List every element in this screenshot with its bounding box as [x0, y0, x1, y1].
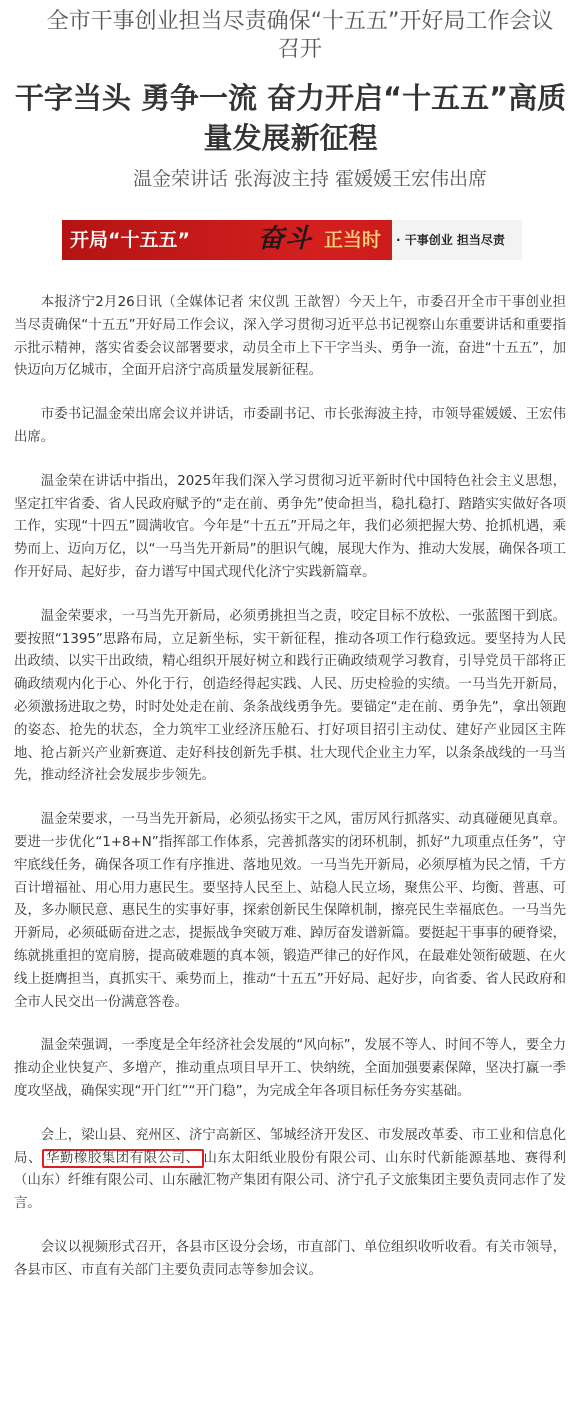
paragraph: [14, 1125, 566, 1216]
highlighted-company: 华勤橡胶集团有限公司、: [42, 1149, 204, 1168]
banner-slogan-left: 开局“十五五”: [70, 229, 190, 251]
pre-title: 全市干事创业担当尽责确保“十五五”开好局工作会议召开: [46, 9, 554, 62]
subheadline: 温金荣讲话 张海波主持 霍媛媛王宏伟出席: [132, 168, 488, 190]
headline: 干字当头 勇争一流 奋力开启“十五五”高质量发展新征程: [14, 81, 567, 155]
paragraph: 温金荣在讲话中指出，2025年我们深入学习贯彻习近平新时代中国特色社会主义思想，坚定扛牢省委、省人民政府赋予的“走在前、勇争先”使命担当，稳扎稳打、踏踏实实做好各项工作，实现“十四五”圆满收官。今年是“十五五”开局之年，我们必须把握大势、抢抓机遇，乘势而上、迈向万亿，以“一马当先开新局”的胆识气魄，展现大作为、推动大发展，确保各项工作开好局、起好步，奋力谱写中国式现代化济宁实践新篇章。: [14, 473, 566, 580]
paragraph: 温金荣要求，一马当先开新局，必须弘扬实干之风，雷厉风行抓落实、动真碰硬见真章。要进一步优化“1+8+N”指挥部工作体系，完善抓落实的闭环机制，抓好“九项重点任务”，守牢底线任务，确保各项工作有序推进、落地见效。一马当先开新局，必须厚植为民之情，千方百计增福祉、用心用力惠民生。要坚持人民至上、站稳人民立场，聚焦公平、均衡、普惠、可及，多办顺民意、惠民生的实事好事，探索创新民生保障机制，擦亮民生幸福底色。一马当先开新局，必须砥砺奋进之志，提振战争突破万难、踔厉奋发谱新篇。要挺起干事事的硬脊梁，练就挑重担的宽肩膀，提高破难题的真本领，锻造严律己的好作风，在最难处领衔破题、在火线上挺膺担当，真抓实干、乘势而上，推动“十五五”开好局、起好步，向省委、省人民政府和全市人民交出一份满意答卷。: [14, 812, 566, 1010]
paragraph-text: 会上，梁山县、兖州区、济宁高新区、邹城经济开发区、市发展改革委、市工业和信息化局、: [14, 1127, 566, 1166]
paragraph-text: 山东太阳纸业股份有限公司、山东时代新能源基地、赛得利（山东）纤维有限公司、山东融汇物产集团有限公司、济宁孔子文旅集团主要负责同志作了发言。: [14, 1150, 567, 1212]
banner-calligraphy: 奋斗: [258, 224, 313, 254]
paragraph: 会议以视频形式召开，各县市区设分会场，市直部门、单位组织收听收看。有关市领导，各县市区、市直有关部门主要负责同志等参加会议。: [14, 1239, 566, 1278]
paragraph: 市委书记温金荣出席会议并讲话，市委副书记、市长张海波主持，市领导霍媛媛、王宏伟出席。: [14, 407, 566, 445]
campaign-banner: [62, 220, 522, 260]
paragraph: 温金荣强调，一季度是全年经济社会发展的“风向标”，发展不等人、时间不等人，要全力推动企业快复产、多增产，推动重点项目早开工、快纳统，全面加强要素保障，坚决打赢一季度攻坚战，确保实现“开门红”“开门稳”，为完成全年各项目标任务夯实基础。: [14, 1038, 566, 1099]
article-body: [14, 292, 566, 1303]
paragraph: 本报济宁2月26日讯（全媒体记者 宋仪凯 王歆智）今天上午，市委召开全市干事创业担当尽责确保“十五五”开好局工作会议，深入学习贯彻习近平总书记视察山东重要讲话和重要指示批示精神，落实省委会议部署要求，动员全市上下干字当头、勇争一流，奋进“十五五”，加快迈向万亿城市，全面开启济宁高质量发展新征程。: [14, 295, 566, 379]
paragraph: 温金荣要求，一马当先开新局，必须勇挑担当之责，咬定目标不放松、一张蓝图干到底。要按照“1395”思路布局，立足新坐标，实干新征程，推动各项工作行稳致远。要坚持为人民出政绩、以实干出政绩，精心组织开展好树立和践行正确政绩观学习教育，引导党员干部将正确政绩观内化于心、外化于行，创造经得起实践、人民、历史检验的实绩。一马当先开新局，必须激扬进取之势，时时处处走在前、条条战线勇争先。要锚定“走在前、勇争先”，拿出领跑的姿态、抢先的状态，全力筑牢工业经济压舱石、打好项目招引主动仗、建好产业园区主阵地、抢占新兴产业新赛道、走好科技创新先手棋、壮大现代企业主力军，以条条战线的一马当先，推动经济社会发展步步领先。: [14, 608, 566, 784]
banner-slogan-mid: 正当时: [324, 229, 382, 251]
banner-slogan-right: · 干事创业 担当尽责: [396, 233, 505, 247]
